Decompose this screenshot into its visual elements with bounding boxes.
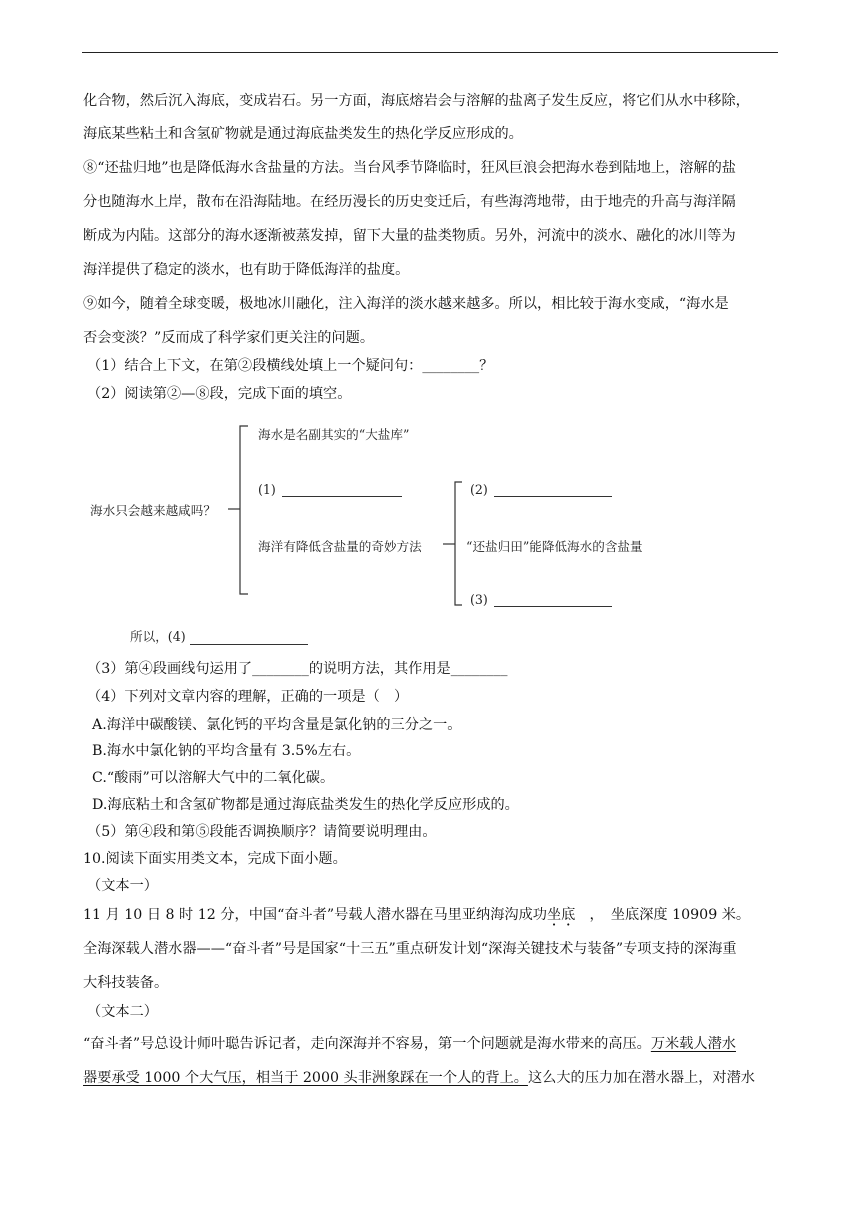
text-2-line-2 — [83, 1069, 755, 1087]
diagram-root: 海水只会越来越咸吗？ — [90, 503, 216, 518]
diagram-blank-1 — [258, 482, 402, 497]
text-1-line-3: 大科技装备。 — [83, 975, 169, 991]
paragraph-line: ⑧“还盐归地”也是降低海水含盐量的方法。当台风季节降临时，狂风巨浪会把海水卷到陆地上，溶解的盐 — [83, 160, 736, 176]
text-2-line-2-post: 这么大的压力加在潜水器上，对潜水 — [527, 1070, 755, 1086]
blank-label-1: (1) — [258, 482, 276, 497]
text-2-line-1-pre: “奋斗者”号总设计师叶聪告诉记者，走向深海并不容易，第一个问题就是海水带来的高压。 — [83, 1036, 651, 1052]
question-5: （5）第④段和第⑤段能否调换顺序？请简要说明理由。 — [87, 824, 437, 840]
emphasis-char: 底 — [561, 907, 576, 923]
diagram-sub-2: “还盐归田”能降低海水的含盐量 — [466, 539, 643, 554]
question-4: （4）下列对文章内容的理解，正确的一项是（ ） — [87, 689, 409, 705]
blank-label-2: (2) — [470, 482, 488, 497]
question-1: （1）结合上下文，在第②段横线处填上一个疑问句：________？ — [87, 358, 494, 374]
diagram-conclusion — [130, 626, 308, 645]
blank-line-3 — [494, 606, 612, 607]
paragraph-line: 断成为内陆。这部分的海水逐渐被蒸发掉，留下大量的盐类物质。另外，河流中的淡水、融化的冰川等为 — [83, 228, 736, 244]
paragraph-line: 分也随海水上岸，散布在沿海陆地。在经历漫长的历史变迁后，有些海湾地带，由于地壳的升高与海洋隔 — [83, 194, 736, 210]
option-a: A.海洋中碳酸镁、氯化钙的平均含量是氯化钠的三分之一。 — [92, 717, 462, 733]
paragraph-line: 海底某些粘土和含氢矿物就是通过海底盐类发生的热化学反应形成的。 — [83, 126, 523, 142]
option-c: C.“酸雨”可以溶解大气中的二氧化碳。 — [92, 770, 335, 786]
section-10-heading: 10.阅读下面实用类文本，完成下面小题。 — [83, 851, 347, 867]
text-1-line-1-pre: 11 月 10 日 8 时 12 分，中国“奋斗者”号载人潜水器在马里亚纳海沟成功 — [83, 907, 547, 923]
text-1-line-1-post: ， 坐底深度 10909 米。 — [575, 907, 751, 923]
underlined-sentence: 器要承受 1000 个大气压，相当于 2000 头非洲象踩在一个人的背上。 — [83, 1070, 528, 1086]
emphasis-char: 坐 — [546, 907, 562, 923]
text-1-line-1 — [83, 906, 750, 924]
diagram-sub-1 — [470, 482, 612, 497]
diagram-branch-3: 海洋有降低含盐量的奇妙方法 — [258, 539, 422, 554]
blank-label-3: (3) — [470, 592, 488, 607]
question-3: （3）第④段画线句运用了________的说明方法，其作用是________ — [87, 661, 508, 677]
diagram-branch-1: 海水是名副其实的“大盐库” — [258, 427, 410, 442]
paragraph-line: 海洋提供了稳定的淡水，也有助于降低海洋的盐度。 — [83, 262, 410, 278]
text-2-line-1 — [83, 1035, 736, 1053]
blank-label-4: (4) — [167, 629, 186, 644]
option-b: B.海水中氯化钠的平均含量有 3.5%左右。 — [92, 743, 361, 759]
conclusion-prefix: 所以， — [130, 629, 168, 644]
text-1-line-2: 全海深载人潜水器——“奋斗者”号是国家“十三五”重点研发计划“深海关键技术与装备”专项支持的深海重 — [83, 941, 737, 957]
text-2-label: （文本二） — [87, 1004, 158, 1020]
question-2: （2）阅读第②—⑧段，完成下面的填空。 — [87, 386, 352, 402]
blank-line-1 — [282, 496, 402, 497]
blank-line-2 — [494, 496, 612, 497]
paragraph-line: 化合物，然后沉入海底，变成岩石。另一方面，海底熔岩会与溶解的盐离子发生反应，将它们从水中移除， — [83, 93, 750, 109]
diagram-sub-3 — [470, 592, 612, 607]
blank-line-4 — [190, 644, 308, 645]
option-d: D.海底粘土和含氢矿物都是通过海底盐类发生的热化学反应形成的。 — [92, 797, 519, 813]
underlined-sentence: 万米载人潜水 — [650, 1036, 736, 1052]
paragraph-line: 否会变淡？”反而成了科学家们更关注的问题。 — [83, 330, 375, 346]
text-1-label: （文本一） — [87, 878, 158, 894]
paragraph-line: ⑨如今，随着全球变暖，极地冰川融化，注入海洋的淡水越来越多。所以，相比较于海水变咸，“海水是 — [83, 296, 729, 312]
